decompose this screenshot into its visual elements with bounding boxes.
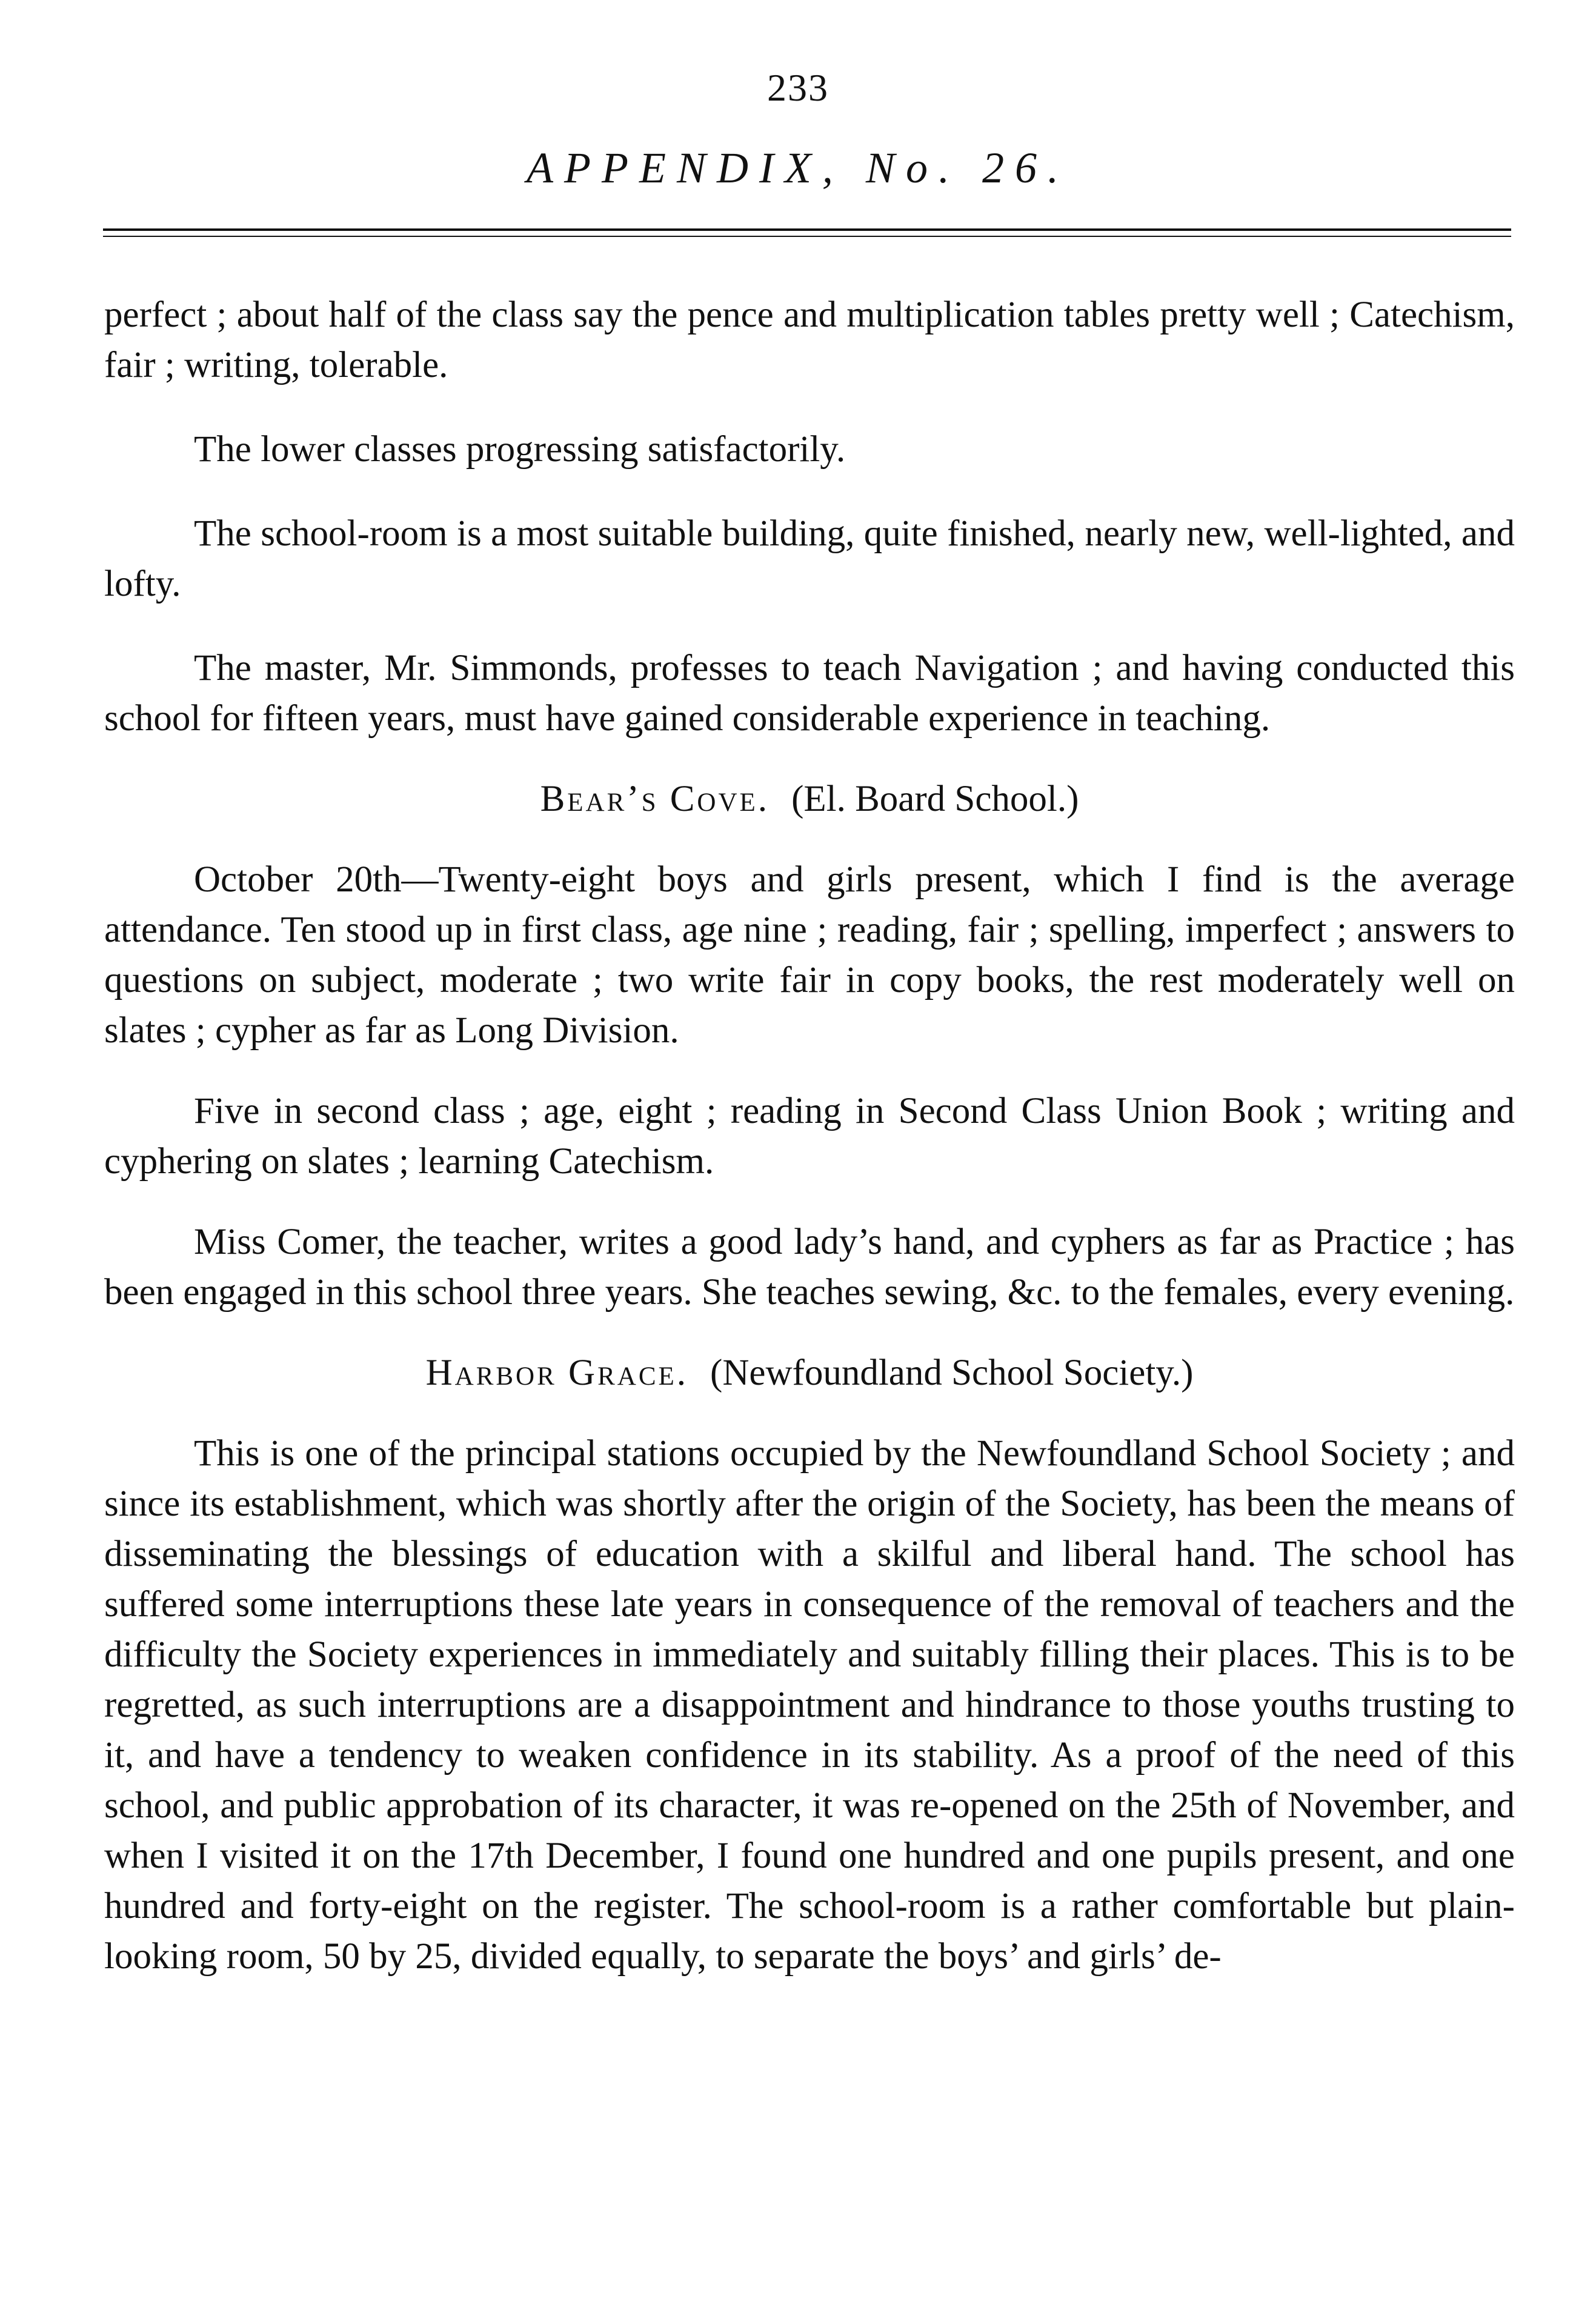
paragraph-lower-classes: The lower classes progressing satisfactorily.	[194, 429, 846, 470]
section-org-bears-cove: (El. Board School.)	[791, 779, 1079, 819]
paragraph-master: The master, Mr. Simmonds, professes to teach Navigation ; and having conducted this school for fifteen years, must have gained considerable experience in teaching.	[104, 648, 1515, 739]
section-place-harbor-grace: Harbor Grace.	[425, 1353, 689, 1393]
paragraph-harbor-grace: This is one of the principal stations occupied by the Newfoundland School Society ; and since its establishment, which was shortly after the origin of the Society, has been the means of disseminating the blessings of education with a skilful and liberal hand. The school has suffered some interruptions these late years in consequence of the removal of teachers and the difficulty the Society experiences in immediately and suitably filling their places. This is to be regretted, as such interruptions are a disappointment and hindrance to those youths trusting to it, and have a tendency to weaken confidence in its stability. As a proof of the need of this school, and public approbation of its character, it was re-opened on the 25th of November, and when I visited it on the 17th December, I found one hundred and one pupils present, and one hundred and forty-eight on the register. The school-room is a rather comfortable but plain-looking room, 50 by 25, divided equally, to separate the boys’ and girls’ de-	[104, 1433, 1515, 1977]
paragraph-miss-comer: Miss Comer, the teacher, writes a good lady’s hand, and cyphers as far as Practice ; has been engaged in this school three years. She teaches sewing, &c. to the females, every evening.	[104, 1222, 1515, 1313]
paragraph-second-class: Five in second class ; age, eight ; reading in Second Class Union Book ; writing and cyphering on slates ; learning Catechism.	[104, 1091, 1515, 1182]
paragraph-continued: perfect ; about half of the class say the pence and multiplication tables pretty well ; Catechism, fair ; writing, tolerable.	[104, 295, 1515, 385]
section-place-bears-cove: Bear’s Cove.	[540, 779, 770, 819]
page-number: 233	[767, 66, 829, 109]
section-org-harbor-grace: (Newfoundland School Society.)	[710, 1353, 1194, 1393]
paragraph-school-room: The school-room is a most suitable building, quite finished, nearly new, well-lighted, and lofty.	[104, 513, 1515, 604]
body-text	[104, 290, 1515, 1982]
running-head: APPENDIX, No. 26.	[527, 144, 1069, 192]
section-heading-bears-cove	[104, 774, 1515, 824]
paragraph-october-20th: October 20th—Twenty-eight boys and girls present, which I find is the average attendance. Ten stood up in first class, age nine ; reading, fair ; spelling, imperfect ; answers to questions on subject, moderate ; two write fair in copy books, the rest moderately well on slates ; cypher as far as Long Division.	[104, 859, 1515, 1051]
header-rule-thin	[103, 236, 1511, 237]
header-rule-thick	[103, 228, 1511, 231]
section-heading-harbor-grace	[104, 1348, 1515, 1398]
